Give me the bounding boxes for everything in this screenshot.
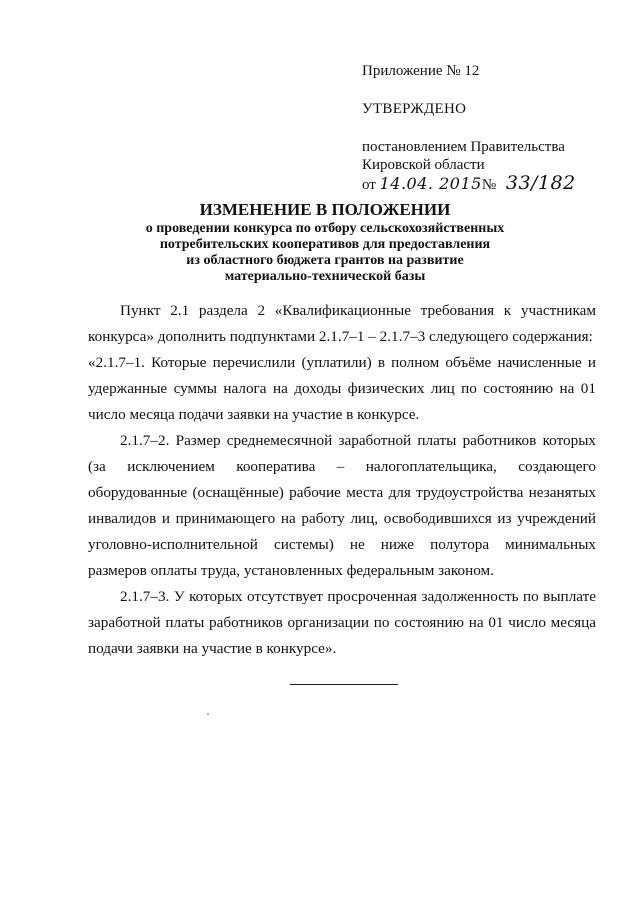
body-paragraph: 2.1.7–3. У которых отсутствует просроченная задолженность по выплате заработной платы работников организации по состоянию на 01 число месяца подачи заявки на участие в конкурсе».	[88, 588, 596, 657]
handwritten-decree-number: 33/182	[505, 172, 576, 194]
approved-stamp-text: УТВЕРЖДЕНО	[362, 101, 467, 117]
title-main: ИЗМЕНЕНИЕ В ПОЛОЖЕНИИ	[199, 200, 451, 219]
approval-block	[362, 62, 622, 194]
date-prefix: от	[362, 177, 376, 193]
body-paragraph: «2.1.7–1. Которые перечислили (уплатили) в полном объёме начисленные и удержанные суммы налога на доходы физических лиц по состоянию на 01 число месяца подачи заявки на участие в конкурсе.	[88, 354, 596, 423]
title-line: о проведении конкурса по отбору сельскохозяйственных	[145, 221, 505, 236]
scan-speck	[207, 713, 209, 715]
end-divider	[290, 684, 398, 685]
title-line: материально-технической базы	[224, 269, 426, 284]
decree-date-line	[362, 174, 622, 194]
decree-line-2: Кировской области	[362, 157, 485, 173]
annex-number: Приложение № 12	[362, 63, 480, 79]
title-line: потребительских кооперативов для предоставления	[159, 237, 491, 252]
handwritten-date: 14.04. 2015	[379, 174, 482, 193]
body-paragraph: Пункт 2.1 раздела 2 «Квалификационные требования к участникам конкурса» дополнить подпунктами 2.1.7–1 – 2.1.7–3 следующего содержания:	[88, 302, 596, 345]
document-body	[88, 298, 596, 662]
document-title	[90, 200, 560, 285]
decree-line-1: постановлением Правительства	[362, 139, 565, 155]
title-line: из областного бюджета грантов на развитие	[186, 253, 464, 268]
body-paragraph: 2.1.7–2. Размер среднемесячной заработной платы работников которых (за исключением кооператива – налогоплательщика, создающего оборудованные (оснащённые) рабочие места для трудоустройства незанятых инвалидов и принимающего на работу лиц, освободившихся из учреждений уголовно-исполнительной системы) не ниже полутора минимальных размеров оплаты труда, установленных федеральным законом.	[88, 432, 596, 579]
number-sign: №	[481, 177, 497, 193]
